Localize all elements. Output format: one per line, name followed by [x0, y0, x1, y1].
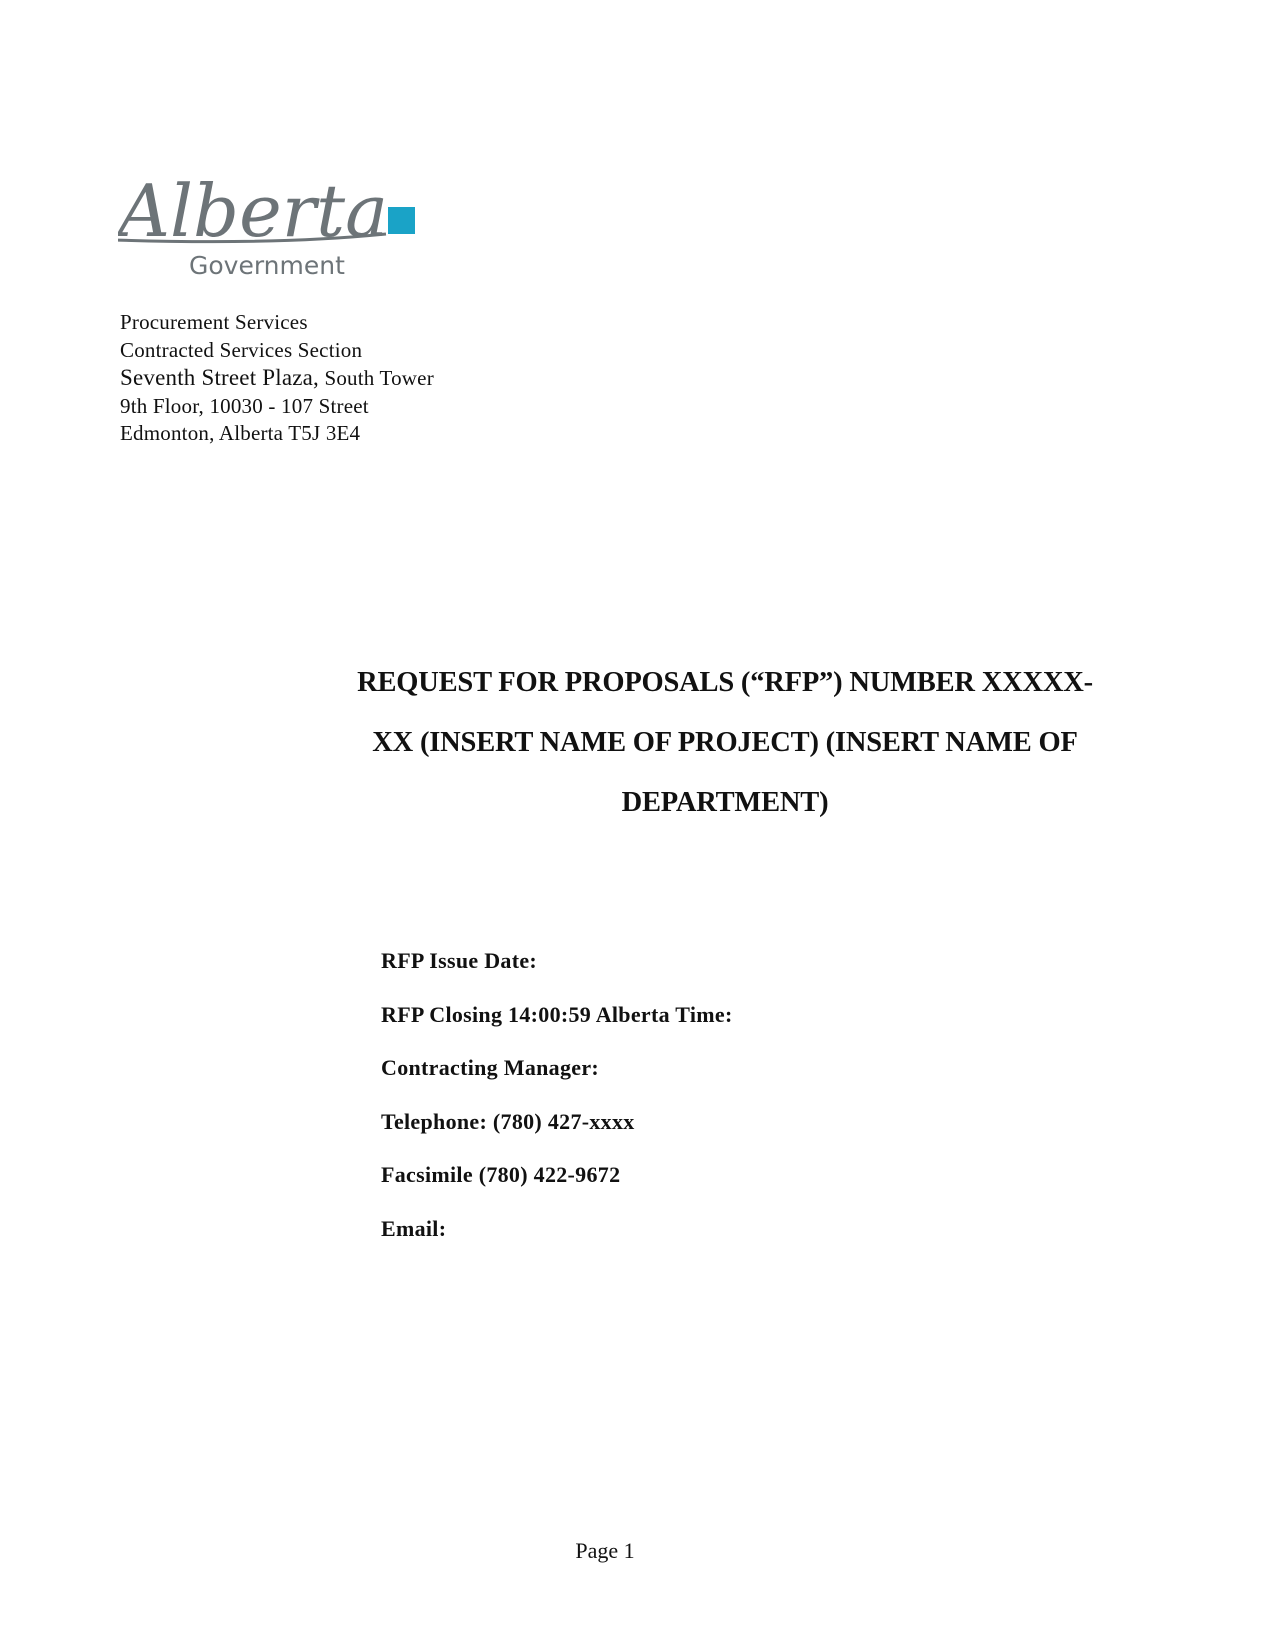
- rfp-closing-time: RFP Closing 14:00:59 Alberta Time:: [381, 1001, 733, 1027]
- address-line-department: Procurement Services: [120, 310, 308, 334]
- document-title: [330, 653, 1120, 833]
- logo-accent-square: [388, 207, 415, 234]
- address-line-city: Edmonton, Alberta T5J 3E4: [120, 421, 361, 445]
- facsimile: Facsimile (780) 422-9672: [381, 1162, 621, 1187]
- logo-wordmark: Alberta: [118, 169, 388, 253]
- address-line-section: Contracted Services Section: [120, 337, 363, 362]
- address-building-name: Seventh Street Plaza,: [120, 365, 320, 390]
- logo-subtitle: Government: [189, 251, 345, 280]
- page-number: Page 1: [575, 1538, 635, 1563]
- rfp-details: [381, 948, 733, 1269]
- address-building-tower: South Tower: [319, 366, 434, 390]
- rfp-issue-date: RFP Issue Date:: [381, 948, 538, 973]
- title-line-3: DEPARTMENT): [621, 787, 829, 818]
- alberta-government-logo: [118, 162, 423, 282]
- telephone: Telephone: (780) 427-xxxx: [381, 1108, 635, 1134]
- sender-address: [120, 309, 434, 448]
- address-line-building: [120, 364, 434, 393]
- address-line-street: 9th Floor, 10030 - 107 Street: [120, 393, 369, 418]
- email: Email:: [381, 1215, 447, 1241]
- alberta-logo-graphic: [118, 162, 423, 282]
- contracting-manager: Contracting Manager:: [381, 1055, 600, 1080]
- title-line-2: XX (INSERT NAME OF PROJECT) (INSERT NAME OF: [372, 727, 1078, 758]
- title-line-1: REQUEST FOR PROPOSALS (“RFP”) NUMBER XXXXX-: [357, 667, 1093, 698]
